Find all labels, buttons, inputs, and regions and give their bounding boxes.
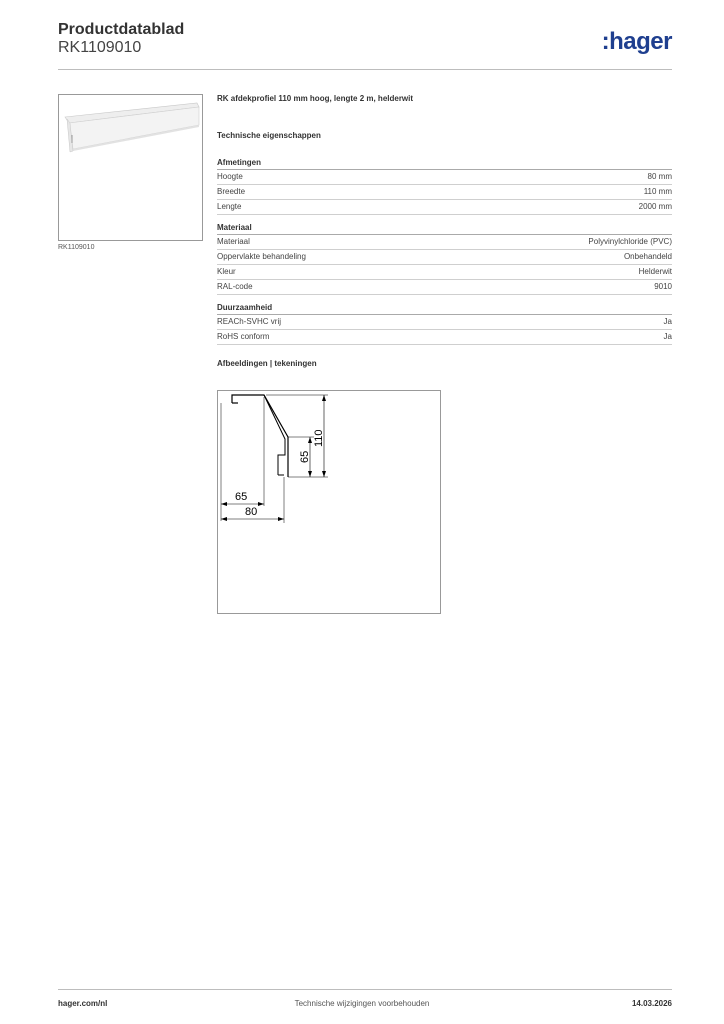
footer-notice: Technische wijzigingen voorbehouden xyxy=(294,999,430,1008)
footer-website-link[interactable]: hager.com/nl xyxy=(58,999,108,1008)
spec-value: Helderwit xyxy=(638,267,672,276)
spec-group-material xyxy=(217,223,672,295)
spec-label: Materiaal xyxy=(217,237,250,246)
spec-group-title: Duurzaamheid xyxy=(217,303,672,315)
spec-value: Onbehandeld xyxy=(623,252,672,261)
spec-label: RoHS conform xyxy=(217,332,270,341)
product-name: RK afdekprofiel 110 mm hoog, lengte 2 m, helderwit xyxy=(217,94,414,103)
spec-group-title: Materiaal xyxy=(217,223,672,235)
spec-value: Ja xyxy=(663,317,672,326)
technical-drawing xyxy=(217,390,441,614)
dimension-label: 110 xyxy=(313,429,325,447)
page-title: Productdatablad xyxy=(58,21,185,38)
spec-row xyxy=(217,265,672,280)
spec-value: Polyvinylchloride (PVC) xyxy=(588,237,672,246)
cover-profile-illustration xyxy=(59,95,202,240)
spec-row xyxy=(217,235,672,250)
dimension-label: 80 xyxy=(245,506,258,518)
spec-row xyxy=(217,330,672,345)
spec-label: Kleur xyxy=(217,267,236,276)
spec-label: Lengte xyxy=(217,202,242,211)
spec-row xyxy=(217,280,672,295)
spec-group-dimensions xyxy=(217,158,672,215)
spec-label: Oppervlakte behandeling xyxy=(217,252,306,261)
spec-label: Breedte xyxy=(217,187,246,196)
footer-date: 14.03.2026 xyxy=(631,999,672,1008)
spec-label: REACh-SVHC vrij xyxy=(217,317,282,326)
thumbnail-caption: RK1109010 xyxy=(58,244,95,251)
main-content xyxy=(217,94,672,374)
tech-section-title: Technische eigenschappen xyxy=(217,131,321,140)
spec-value: 2000 mm xyxy=(638,202,672,211)
dimension-label: 65 xyxy=(299,450,311,463)
spec-group-durability xyxy=(217,303,672,345)
spec-value: 9010 xyxy=(654,282,672,291)
spec-row xyxy=(217,315,672,330)
spec-row xyxy=(217,185,672,200)
spec-row xyxy=(217,200,672,215)
spec-label: Hoogte xyxy=(217,172,243,181)
product-thumbnail xyxy=(58,94,203,241)
drawings-section-title: Afbeeldingen | tekeningen xyxy=(217,359,317,368)
spec-value: Ja xyxy=(663,332,672,341)
footer-divider xyxy=(58,989,672,990)
spec-value: 110 mm xyxy=(643,187,672,196)
spec-row xyxy=(217,250,672,265)
spec-group-title: Afmetingen xyxy=(217,158,672,170)
spec-row xyxy=(217,170,672,185)
spec-value: 80 mm xyxy=(647,172,672,181)
dimension-label: 65 xyxy=(235,491,248,503)
profile-cross-section-drawing xyxy=(218,391,440,613)
header-divider xyxy=(58,69,672,70)
spec-label: RAL-code xyxy=(217,282,253,291)
hager-logo: :hager xyxy=(601,28,672,55)
article-code: RK1109010 xyxy=(58,39,142,56)
